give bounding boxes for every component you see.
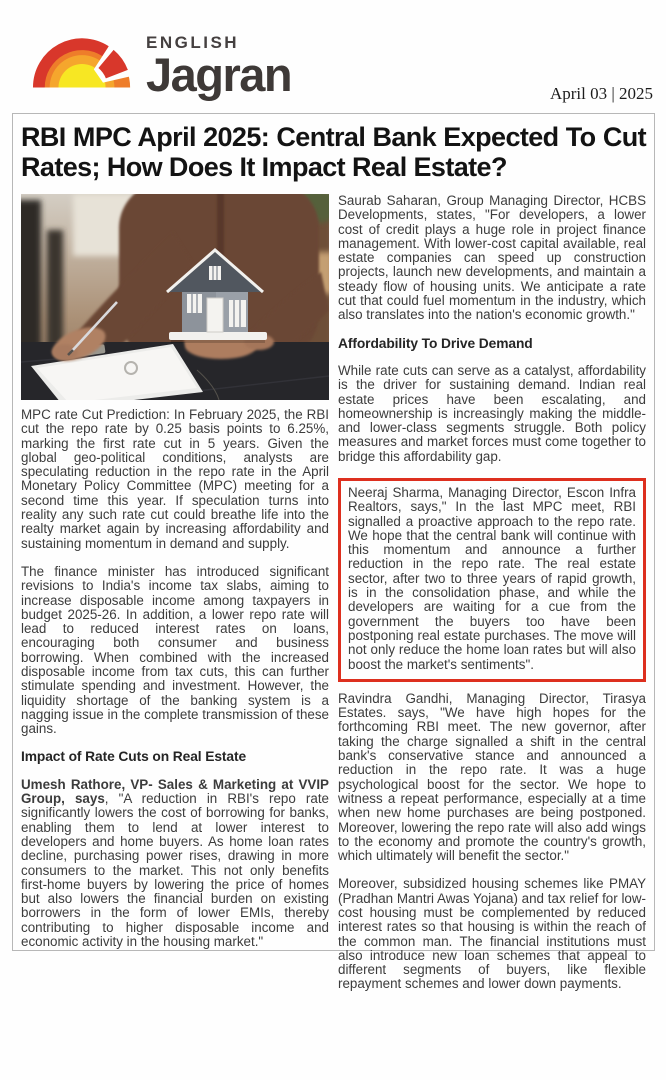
paragraph-saurab-saharan: Saurab Saharan, Group Managing Director, HCBS Developments, states, "For developers, a lower cost of credit plays a huge role in project finance management. With lower-cost capital available, real estate companies can speed up construction projects, launch new developments, and maintain a steady flow of housing units. We anticipate a rate cut that could fuel momentum in the industry, which also translates into the nation's economic growth." [338, 192, 646, 323]
paragraph-pmay-schemes: Moreover, subsidized housing schemes like PMAY (Pradhan Mantri Awas Yojana) and tax relief for low-cost housing must be complemented by reduced interest rates so that housing is within the reach of the common man. The financial institutions must also introduce new loan schemes that appeal to different segments of buyers, like flexible repayment schemes and lower down payments. [338, 876, 646, 992]
brand-english-label: ENGLISH [146, 33, 240, 52]
issue-date: April 03 | 2025 [549, 84, 653, 103]
article-photo-illustration [21, 194, 329, 400]
article-photo [21, 194, 329, 400]
right-column [338, 194, 646, 1006]
headline-line-2: Rates; How Does It Impact Real Estate? [21, 151, 507, 182]
paragraph-umesh-rathore [21, 778, 329, 950]
paragraph-finance-minister: The finance minister has introduced significant revisions to India's income tax slabs, aiming to increase disposable income among taxpayers in budget 2025-26. In addition, a lower repo rate will lead to reduced interest rates on loans, encouraging both consumer and business borrowing. When combined with the increased disposable income from tax cuts, this can further stimulate spending and investment. However, the liquidity shortage of the banking system is a nagging issue in the complete transmission of these gains. [21, 563, 329, 737]
article-columns [21, 194, 646, 1006]
left-column [21, 194, 329, 1006]
paragraph-neeraj-sharma: Neeraj Sharma, Managing Director, Escon Infra Realtors, says," In the last MPC meet, RBI signalled a proactive approach to the repo rate. We hope that the central bank will continue with this momentum and announce a further reduction in the repo rate. The real estate sector, after two to three years of rapid growth, is in the consolidation phase, and while the developers are waiting for a cue from the government the buyers too have been postponing real estate purchases. The move will not only reduce the home loan rates but will also boost the market's sentiments". [348, 484, 636, 672]
brand-text [146, 26, 292, 101]
paragraph-mpc-prediction: MPC rate Cut Prediction: In February 2025, the RBI cut the repo rate by 0.25 basis points to 6.25%, marking the first rate cut in 5 years. Given the global geo-political conditions, analysts are speculating reduction in the repo rate in the April Monetary Policy Committee (MPC) meeting for a second time this year. If speculation turns into reality any such rate cut could breathe life into the realty market again by increasing affordability and sustaining momentum in demand and supply. [21, 406, 329, 551]
highlighted-quote-box [338, 478, 646, 682]
section-heading-impact: Impact of Rate Cuts on Real Estate [21, 749, 247, 765]
brand-jagran-name: Jagran [146, 48, 292, 101]
paragraph-affordability: While rate cuts can serve as a catalyst, affordability is the driver for sustaining demand. Indian real estate prices have been escalating, and homeownership is increasingly making the middle- and lower-class segments struggle. Both policy measures and market forces must come together to bridge this affordability gap. [338, 362, 646, 464]
section-heading-affordability: Affordability To Drive Demand [338, 335, 533, 351]
masthead [32, 26, 292, 101]
headline [21, 123, 646, 183]
jagran-rising-sun-logo-icon [32, 26, 136, 96]
headline-line-1: RBI MPC April 2025: Central Bank Expected To Cut [21, 122, 646, 152]
article-box [12, 113, 655, 992]
paragraph-ravindra-gandhi: Ravindra Gandhi, Managing Director, Tirasya Estates. says, "We have high hopes for the forthcoming RBI meet. The new governor, after taking the charge signalled a shift in the central bank's conservative stance and announced a reduction in the repo rate. It was a huge psychological boost for the sector. We hope to witness a repeat performance, especially at a time when new home purchases are being postponed. Moreover, lowering the repo rate will also add wings to the economy and promote the country's growth, which ultimately will benefit the sector." [338, 690, 646, 864]
quote-attribution-umesh: Umesh Rathore, VP- Sales & Marketing at VVIP Group, says [21, 776, 329, 807]
quote-body-umesh: , "A reduction in RBI's repo rate significantly lowers the cost of borrowing for banks, enabling them to lend at lower interest to developers and home buyers. As home loan rates decline, purchasing power rises, drawing in more consumers to the market. This not only benefits first-home buyers by lowering the price of homes but also lowers the financial burden on existing borrowers in the form of lower EMIs, thereby contributing to higher disposable income and economic activity in the housing market." [21, 791, 329, 950]
